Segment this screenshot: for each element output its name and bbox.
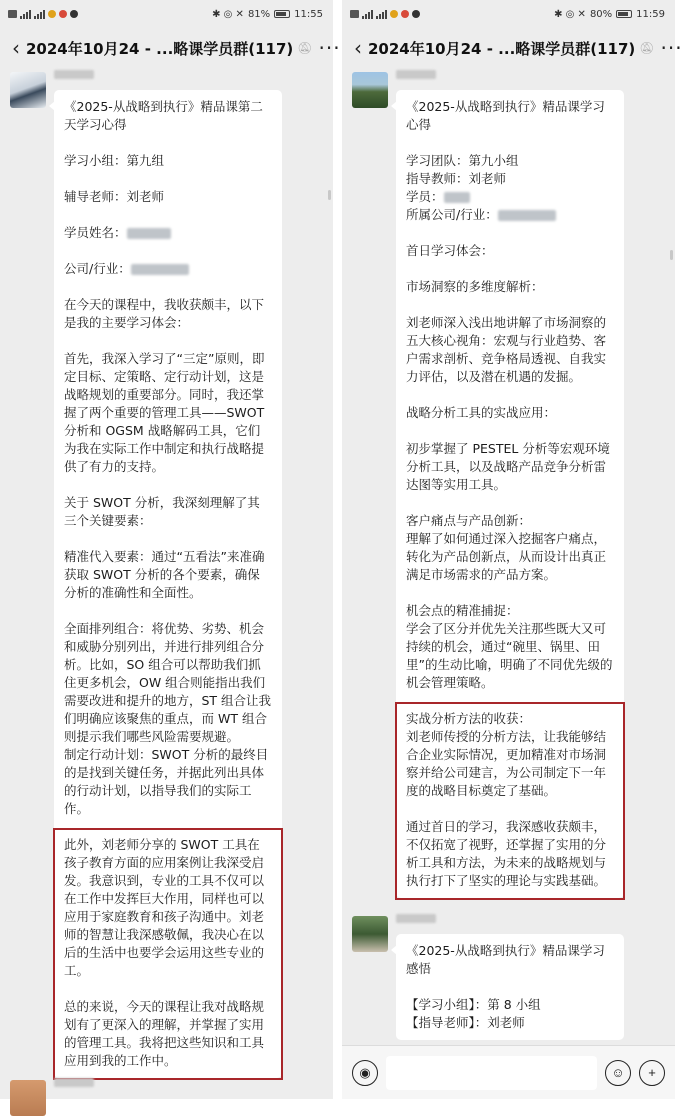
battery-percent: 81% bbox=[247, 8, 271, 20]
signal-icon bbox=[362, 10, 373, 19]
blank-line bbox=[64, 170, 272, 188]
message-input[interactable] bbox=[386, 1056, 597, 1090]
blank-line bbox=[406, 800, 614, 818]
chat-area[interactable] bbox=[342, 68, 675, 1045]
message-line: 【指导老师】：刘老师 bbox=[406, 1015, 525, 1030]
message-line: 《2025-从战略到执行》精品课学习感悟 bbox=[406, 943, 605, 976]
blank-line bbox=[64, 530, 272, 548]
left-phone-screen bbox=[0, 0, 341, 1099]
redacted-text bbox=[444, 192, 470, 203]
status-left-icons bbox=[8, 10, 78, 19]
blank-line bbox=[64, 980, 272, 998]
scrollbar[interactable] bbox=[328, 190, 331, 200]
message-line: 关于 SWOT 分析，我深刻理解了其三个关键要素： bbox=[64, 495, 260, 528]
status-bar bbox=[342, 0, 675, 28]
message-line: 理解了如何通过深入挖掘客户痛点，转化为产品创新点，从而设计出真正满足市场需求的产品方案。 bbox=[406, 531, 607, 582]
sender-name-redacted bbox=[54, 1078, 94, 1087]
message-bubble[interactable] bbox=[396, 934, 624, 1040]
app-icon bbox=[59, 10, 67, 18]
blank-line bbox=[64, 476, 272, 494]
battery-icon bbox=[616, 10, 632, 18]
message-line: 《2025-从战略到执行》精品课第二天学习心得 bbox=[64, 99, 263, 132]
signal-icon-2 bbox=[376, 10, 387, 19]
message-line: 初步掌握了 PESTEL 分析等宏观环境分析工具，以及战略产品竞争分析雷达图等实用工具。 bbox=[406, 441, 610, 492]
redacted-text bbox=[127, 228, 171, 239]
message-line: 精准代入要素：通过“五看法”来准确获取 SWOT 分析的各个要素，确保分析的准确性和全面性。 bbox=[64, 549, 265, 600]
message-line: 学习小组：第九组 bbox=[64, 153, 165, 168]
system-icons: ✱ ◎ ✕ bbox=[554, 8, 586, 20]
more-icon[interactable]: ··· bbox=[660, 36, 683, 60]
input-bar bbox=[342, 1045, 675, 1099]
message-line: 客户痛点与产品创新： bbox=[406, 513, 532, 528]
avatar[interactable] bbox=[352, 72, 388, 108]
highlighted-line: 刘老师传授的分析方法，让我能够结合企业实际情况，更加精准对市场洞察并给公司建言，为公司制定下一年度的战略目标奠定了基础。 bbox=[406, 729, 607, 798]
chat-title: 2024年10月24 - ...略课学员群(117) bbox=[368, 39, 636, 58]
system-icons: ✱ ◎ ✕ bbox=[212, 8, 244, 20]
message-bubble[interactable] bbox=[396, 90, 624, 898]
blank-line bbox=[406, 386, 614, 404]
blank-line bbox=[406, 692, 614, 710]
sender-name-redacted bbox=[54, 70, 94, 79]
message-line: 学习团队：第九小组 bbox=[406, 153, 519, 168]
blank-line bbox=[64, 206, 272, 224]
mute-icon: 🔕︎ bbox=[297, 41, 313, 55]
message-line: 刘老师深入浅出地讲解了市场洞察的五大核心视角：宏观与行业趋势、客户需求剖析、竞争格局透视、自我实力评估，以及潜在机遇的发掘。 bbox=[406, 315, 607, 384]
message-line: 制定行动计划：SWOT 分析的最终目的是找到关键任务，并据此列出具体的行动计划，以指导我们的实际工作。 bbox=[64, 747, 269, 816]
chat-icon bbox=[70, 10, 78, 18]
plus-icon[interactable]: + bbox=[639, 1060, 665, 1086]
chat-icon bbox=[412, 10, 420, 18]
blank-line bbox=[406, 494, 614, 512]
blank-line bbox=[406, 584, 614, 602]
highlighted-line: 通过首日的学习，我深感收获颇丰，不仅拓宽了视野，还掌握了实用的分析工具和方法，为未来的战略规划与执行打下了坚实的理论与实践基础。 bbox=[406, 819, 607, 888]
blank-line bbox=[406, 296, 614, 314]
app-icon bbox=[48, 10, 56, 18]
message-line-with-redaction bbox=[406, 188, 614, 206]
message-line: 学会了区分并优先关注那些既大又可持续的机会，通过“碗里、锅里、田里”的生动比喻，明确了不同优先级的机会管理策略。 bbox=[406, 621, 613, 690]
field-label: 所属公司/行业： bbox=[406, 207, 498, 222]
mute-icon: 🔕︎ bbox=[639, 41, 655, 55]
message-line: 首先，我深入学习了“三定”原则，即定目标、定策略、定行动计划，这是战略规划的重要部分。同时，我还掌握了两个重要的管理工具——SWOT 分析和 OGSM 战略解码工具，它们为我在实际工作中制定和执行战略提供了有力的支持。 bbox=[64, 351, 269, 474]
avatar[interactable] bbox=[352, 916, 388, 952]
status-bar bbox=[0, 0, 333, 28]
message-bubble[interactable] bbox=[54, 90, 282, 1078]
blank-line bbox=[64, 602, 272, 620]
message-line: 全面排列组合：将优势、劣势、机会和威胁分别列出，并进行排列组合分析。比如，SO 组合可以帮助我们抓住更多机会，OW 组合则能指出我们需要改进和提升的地方，ST 组合让我们明确应该聚焦的重点，而 WT 组合则提示我们哪些风险需要规避。 bbox=[64, 621, 272, 744]
blank-line bbox=[406, 134, 614, 152]
app-icon bbox=[390, 10, 398, 18]
app-icon bbox=[401, 10, 409, 18]
status-right bbox=[212, 9, 323, 20]
highlighted-line: 此外，刘老师分享的 SWOT 工具在孩子教育方面的应用案例让我深受启发。我意识到，专业的工具不仅可以在工作中发挥巨大作用，同样也可以应用于家庭教育和孩子沟通中。刘老师的智慧让我深感敬佩，我决心在以后的生活中也要学会运用这些专业的工。 bbox=[64, 837, 265, 978]
battery-percent: 80% bbox=[589, 8, 613, 20]
status-left-icons bbox=[350, 10, 420, 19]
sender-name-redacted bbox=[396, 70, 436, 79]
blank-line bbox=[64, 242, 272, 260]
blank-line bbox=[64, 818, 272, 836]
blank-line bbox=[406, 260, 614, 278]
battery-icon bbox=[274, 10, 290, 18]
right-phone-screen bbox=[342, 0, 683, 1099]
signal-icon bbox=[20, 10, 31, 19]
redacted-text bbox=[498, 210, 556, 221]
chat-area[interactable] bbox=[0, 68, 333, 1099]
sender-name-redacted bbox=[396, 914, 436, 923]
blank-line bbox=[406, 224, 614, 242]
message-line: 《2025-从战略到执行》精品课学习心得 bbox=[406, 99, 605, 132]
highlighted-line: 总的来说，今天的课程让我对战略规划有了更深入的理解，并掌握了实用的管理工具。我将把这些知识和工具应用到我的工作中。 bbox=[64, 999, 265, 1068]
message-line-with-redaction bbox=[406, 206, 614, 224]
signal-icon-2 bbox=[34, 10, 45, 19]
clock: 11:55 bbox=[294, 8, 323, 20]
chat-header bbox=[342, 28, 683, 68]
message-line: 机会点的精准捕捉： bbox=[406, 603, 519, 618]
blank-line bbox=[64, 134, 272, 152]
avatar[interactable] bbox=[10, 72, 46, 108]
status-right bbox=[554, 9, 665, 20]
emoji-icon[interactable]: ☺ bbox=[605, 1060, 631, 1086]
back-icon[interactable]: ‹ bbox=[12, 36, 20, 60]
field-label: 学员： bbox=[406, 189, 444, 204]
notification-icon bbox=[350, 10, 359, 18]
voice-input-icon[interactable]: ◉ bbox=[352, 1060, 378, 1086]
chat-title: 2024年10月24 - ...略课学员群(117) bbox=[26, 39, 294, 58]
highlighted-line: 实战分析方法的收获： bbox=[406, 711, 532, 726]
blank-line bbox=[64, 278, 272, 296]
scrollbar[interactable] bbox=[670, 250, 673, 260]
message-line: 市场洞察的多维度解析： bbox=[406, 279, 544, 294]
blank-line bbox=[406, 978, 614, 996]
message-line: 【学习小组】：第 8 小组 bbox=[406, 997, 541, 1012]
more-icon[interactable]: ··· bbox=[318, 36, 341, 60]
redacted-text bbox=[131, 264, 189, 275]
notification-icon bbox=[8, 10, 17, 18]
avatar[interactable] bbox=[10, 1080, 46, 1116]
field-label: 学员姓名： bbox=[64, 225, 127, 240]
message-line: 在今天的课程中，我收获颇丰，以下是我的主要学习体会： bbox=[64, 297, 265, 330]
back-icon[interactable]: ‹ bbox=[354, 36, 362, 60]
message-line: 辅导老师：刘老师 bbox=[64, 189, 165, 204]
clock: 11:59 bbox=[636, 8, 665, 20]
blank-line bbox=[64, 332, 272, 350]
chat-header bbox=[0, 28, 341, 68]
message-line: 战略分析工具的实战应用： bbox=[406, 405, 557, 420]
blank-line bbox=[406, 422, 614, 440]
message-line-with-redaction bbox=[64, 224, 272, 242]
message-line: 首日学习体会： bbox=[406, 243, 494, 258]
message-line-with-redaction bbox=[64, 260, 272, 278]
field-label: 公司/行业： bbox=[64, 261, 131, 276]
message-line: 指导教师：刘老师 bbox=[406, 171, 507, 186]
